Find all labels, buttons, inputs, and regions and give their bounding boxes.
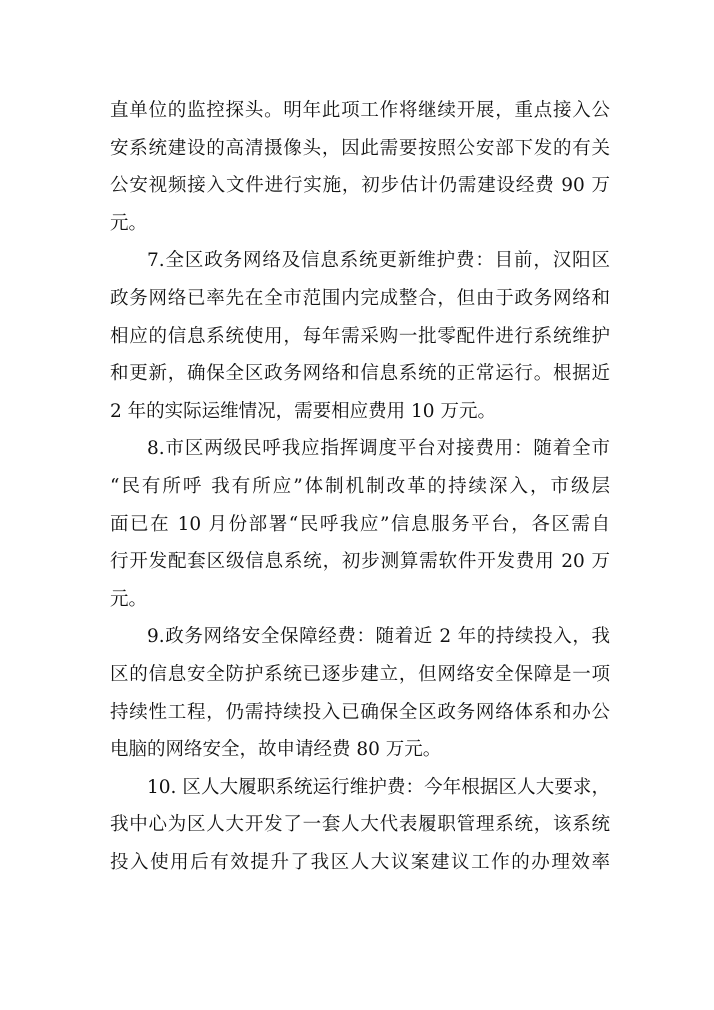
text-line: 我中心为区人大开发了一套人大代表履职管理系统，该系统	[110, 814, 610, 836]
text-line: 电脑的网络安全，故申请经费 80 万元。	[110, 739, 442, 761]
text-line: 面已在 10 月份部署“民呼我应”信息服务平台，各区需自	[110, 513, 610, 535]
text-line: “民有所呼 我有所应”体制机制改革的持续深入，市级层	[110, 475, 610, 497]
paragraph-item-7: 7.全区政务网络及信息系统更新维护费：目前，汉阳区	[147, 250, 610, 272]
text-line: 投入使用后有效提升了我区人大议案建议工作的办理效率	[110, 851, 610, 873]
text-line: 区的信息安全防护系统已逐步建立，但网络安全保障是一项	[110, 663, 610, 685]
paragraph-item-8: 8.市区两级民呼我应指挥调度平台对接费用：随着全市	[147, 438, 610, 460]
text-line: 行开发配套区级信息系统，初步测算需软件开发费用 20 万	[110, 551, 610, 573]
text-line: 持续性工程，仍需持续投入已确保全区政务网络体系和办公	[110, 701, 610, 723]
text-line: 和更新，确保全区政务网络和信息系统的正常运行。根据近	[110, 363, 610, 385]
text-line: 元。	[110, 588, 148, 610]
text-line: 直单位的监控探头。明年此项工作将继续开展，重点接入公	[110, 100, 610, 121]
text-line: 安系统建设的高清摄像头，因此需要按照公安部下发的有关	[110, 137, 610, 159]
text-line: 2 年的实际运维情况，需要相应费用 10 万元。	[110, 400, 496, 422]
text-line: 元。	[110, 212, 148, 234]
text-line: 公安视频接入文件进行实施，初步估计仍需建设经费 90 万	[110, 175, 610, 197]
text-line: 相应的信息系统使用，每年需采购一批零配件进行系统维护	[110, 325, 610, 347]
paragraph-item-9: 9.政务网络安全保障经费：随着近 2 年的持续投入，我	[147, 626, 610, 648]
paragraph-item-10: 10. 区人大履职系统运行维护费：今年根据区人大要求，	[147, 776, 610, 798]
text-line: 政务网络已率先在全市范围内完成整合，但由于政务网络和	[110, 287, 610, 309]
body-text	[110, 92, 610, 881]
